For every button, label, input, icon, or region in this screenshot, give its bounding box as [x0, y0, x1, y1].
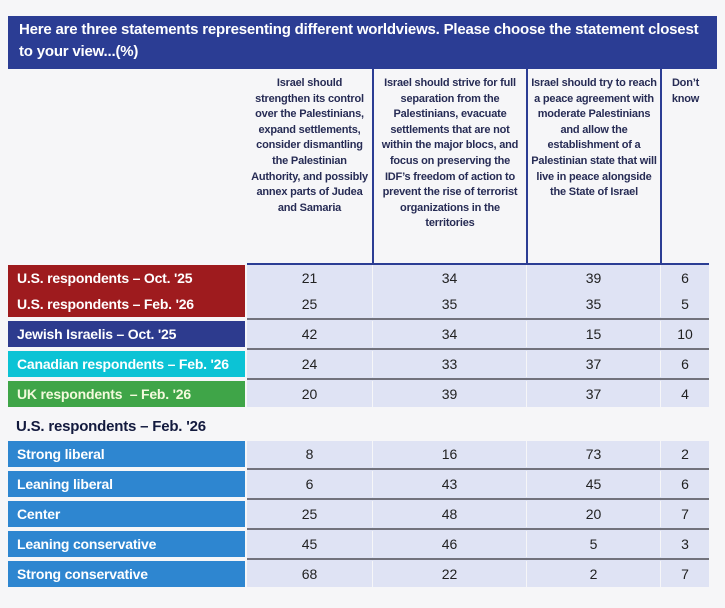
- value-cell: 24: [247, 351, 372, 377]
- divider-line: [247, 497, 709, 501]
- value-cell: 48: [372, 501, 526, 527]
- divider-line: [247, 317, 709, 321]
- divider-line: [247, 527, 709, 531]
- statement-columns: [247, 69, 709, 265]
- value-cell: 42: [247, 321, 372, 347]
- value-cell: 6: [660, 351, 709, 377]
- value-cell: 68: [247, 561, 372, 587]
- column-header-statement-3: Israel should try to reach a peace agreement with moderate Palestinians and allow the establishment of a Palestinian state that will live in peace alongside the State of Israel: [526, 69, 660, 263]
- value-cell: 20: [247, 381, 372, 407]
- table-row: [8, 531, 725, 557]
- value-cell: 16: [372, 441, 526, 467]
- value-cell: 4: [660, 381, 709, 407]
- value-cell: 37: [526, 351, 660, 377]
- divider-line: [247, 557, 709, 561]
- divider-line: [247, 347, 709, 351]
- table-row: [8, 265, 725, 291]
- value-cell: 73: [526, 441, 660, 467]
- row-label: Center: [8, 501, 245, 527]
- table-row: [8, 501, 725, 527]
- row-label: Strong conservative: [8, 561, 245, 587]
- value-cell: 45: [247, 531, 372, 557]
- top-rows-section: [8, 265, 725, 407]
- question-text: Here are three statements representing different worldviews. Please choose the statement closest to your view...(%): [19, 21, 699, 60]
- value-cell: 7: [660, 561, 709, 587]
- table-row: [8, 381, 725, 407]
- column-header-dont-know: Don’t know: [660, 69, 709, 263]
- row-label: UK respondents – Feb. '26: [8, 381, 245, 407]
- row-label: Leaning conservative: [8, 531, 245, 557]
- value-cell: 6: [660, 265, 709, 291]
- value-cell: 5: [526, 531, 660, 557]
- column-header-statement-1: Israel should strengthen its control over the Palestinians, expand settlements, consider dismantling the Palestinian Authority, and possibly annex parts of Judea and Samaria: [251, 77, 368, 214]
- row-label: U.S. respondents – Oct. '25: [8, 265, 245, 291]
- divider-line: [247, 467, 709, 471]
- value-cell: 45: [526, 471, 660, 497]
- value-cell: 37: [526, 381, 660, 407]
- value-cell: 6: [247, 471, 372, 497]
- row-label: Leaning liberal: [8, 471, 245, 497]
- value-cell: 21: [247, 265, 372, 291]
- question-banner: [8, 16, 717, 69]
- table-row: [8, 471, 725, 497]
- political-breakdown-section: [8, 441, 725, 587]
- table-row: [8, 321, 725, 347]
- value-cell: 39: [526, 265, 660, 291]
- value-cell: 22: [372, 561, 526, 587]
- value-cell: 5: [660, 291, 709, 317]
- value-cell: 43: [372, 471, 526, 497]
- table-row: [8, 561, 725, 587]
- value-cell: 7: [660, 501, 709, 527]
- row-label: Strong liberal: [8, 441, 245, 467]
- section-title: U.S. respondents – Feb. '26: [16, 418, 206, 435]
- value-cell: 25: [247, 291, 372, 317]
- value-cell: 34: [372, 265, 526, 291]
- value-cell: 33: [372, 351, 526, 377]
- divider-line: [247, 377, 709, 381]
- value-cell: 46: [372, 531, 526, 557]
- value-cell: 35: [526, 291, 660, 317]
- survey-table-figure: [0, 16, 725, 608]
- row-label: Jewish Israelis – Oct. '25: [8, 321, 245, 347]
- value-cell: 15: [526, 321, 660, 347]
- value-cell: 8: [247, 441, 372, 467]
- value-cell: 34: [372, 321, 526, 347]
- label-column-spacer: [8, 69, 247, 265]
- value-cell: 39: [372, 381, 526, 407]
- column-header-statement-2: Israel should strive for full separation from the Palestinians, evacuate settlements that are not within the major blocs, and focus on preserving the IDF’s freedom of action to prevent the rise of terrorist organizations in the territories: [372, 69, 526, 263]
- value-cell: 3: [660, 531, 709, 557]
- row-label: U.S. respondents – Feb. '26: [8, 291, 245, 317]
- value-cell: 35: [372, 291, 526, 317]
- value-cell: 25: [247, 501, 372, 527]
- value-cell: 6: [660, 471, 709, 497]
- table-row: [8, 351, 725, 377]
- value-cell: 2: [526, 561, 660, 587]
- table-row: [8, 441, 725, 467]
- value-cell: 20: [526, 501, 660, 527]
- column-headers: [8, 69, 725, 265]
- table-row: [8, 291, 725, 317]
- value-cell: 2: [660, 441, 709, 467]
- value-cell: 10: [660, 321, 709, 347]
- row-label: Canadian respondents – Feb. '26: [8, 351, 245, 377]
